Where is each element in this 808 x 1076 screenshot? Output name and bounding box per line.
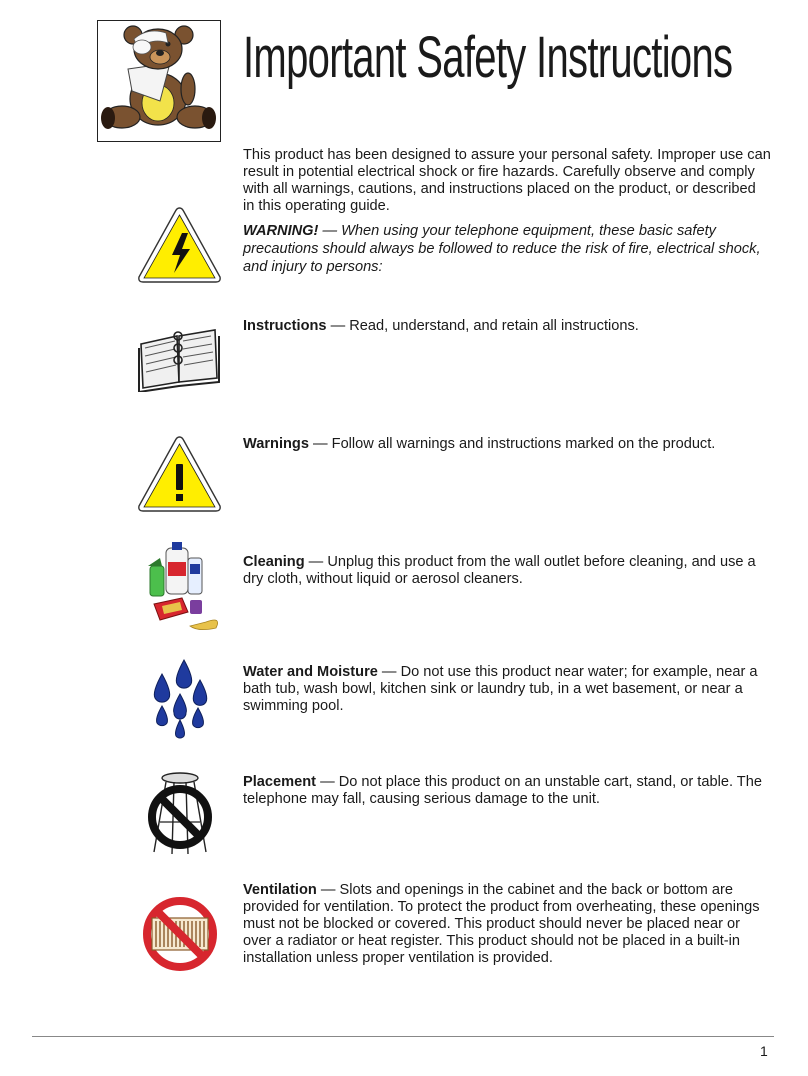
item-text: — Read, understand, and retain all instructions. xyxy=(326,318,639,334)
item-text: — Do not use this product near water; for example, near a bath tub, wash bowl, kitchen sink or laundry tub, in a wet basement, or near a swimming pool. xyxy=(243,664,758,714)
injured-bear-icon xyxy=(98,21,219,140)
item-text: — Slots and openings in the cabinet and the back or bottom are provided for ventilation. To protect the product from overheating, these openings must not be blocked or covered. This product should never be placed near or over a radiator or heat register. This product should not be placed in a built-in installation unless proper ventilation is provided. xyxy=(243,882,760,966)
no-radiator-icon xyxy=(140,894,220,974)
item-heading: Instructions xyxy=(243,318,327,334)
cleaning-products-icon xyxy=(138,540,222,632)
warning-paragraph xyxy=(243,222,773,276)
book-icon xyxy=(135,322,222,392)
item-heading: Placement xyxy=(243,774,317,790)
warning-text: — When using your telephone equipment, these basic safety precautions should always be followed to reduce the risk of fire, electrical shock, and injury to persons: xyxy=(243,223,761,275)
instructions-item xyxy=(243,318,771,335)
footer-rule xyxy=(32,1036,774,1037)
item-heading: Cleaning xyxy=(243,554,305,570)
item-heading: Water and Moisture xyxy=(243,664,378,680)
item-text: — Do not place this product on an unstable cart, stand, or table. The telephone may fall, causing serious damage to the unit. xyxy=(243,774,762,807)
electrical-hazard-icon xyxy=(136,205,223,285)
warning-label: WARNING! xyxy=(243,223,319,239)
no-stool-icon xyxy=(144,770,214,860)
item-heading: Ventilation xyxy=(243,882,317,898)
warnings-item xyxy=(243,436,771,453)
ventilation-item xyxy=(243,882,771,967)
exclamation-warning-icon xyxy=(136,434,223,514)
item-text: — Unplug this product from the wall outlet before cleaning, and use a dry cloth, without liquid or aerosol cleaners. xyxy=(243,554,756,587)
intro-paragraph: This product has been designed to assure your personal safety. Improper use can result in potential electrical shock or fire hazards. Carefully observe and comply with all warnings, cautions, and instructions placed on the product, or described in this operating guide. xyxy=(243,147,771,214)
item-text: — Follow all warnings and instructions marked on the product. xyxy=(308,436,716,452)
placement-item xyxy=(243,774,771,808)
page-title: Important Safety Instructions xyxy=(243,25,733,90)
water-moisture-item xyxy=(243,664,771,715)
cleaning-item xyxy=(243,554,771,588)
bear-illustration xyxy=(97,20,221,142)
water-drops-icon xyxy=(150,658,210,746)
item-heading: Warnings xyxy=(243,436,309,452)
page-number: 1 xyxy=(760,1043,768,1059)
